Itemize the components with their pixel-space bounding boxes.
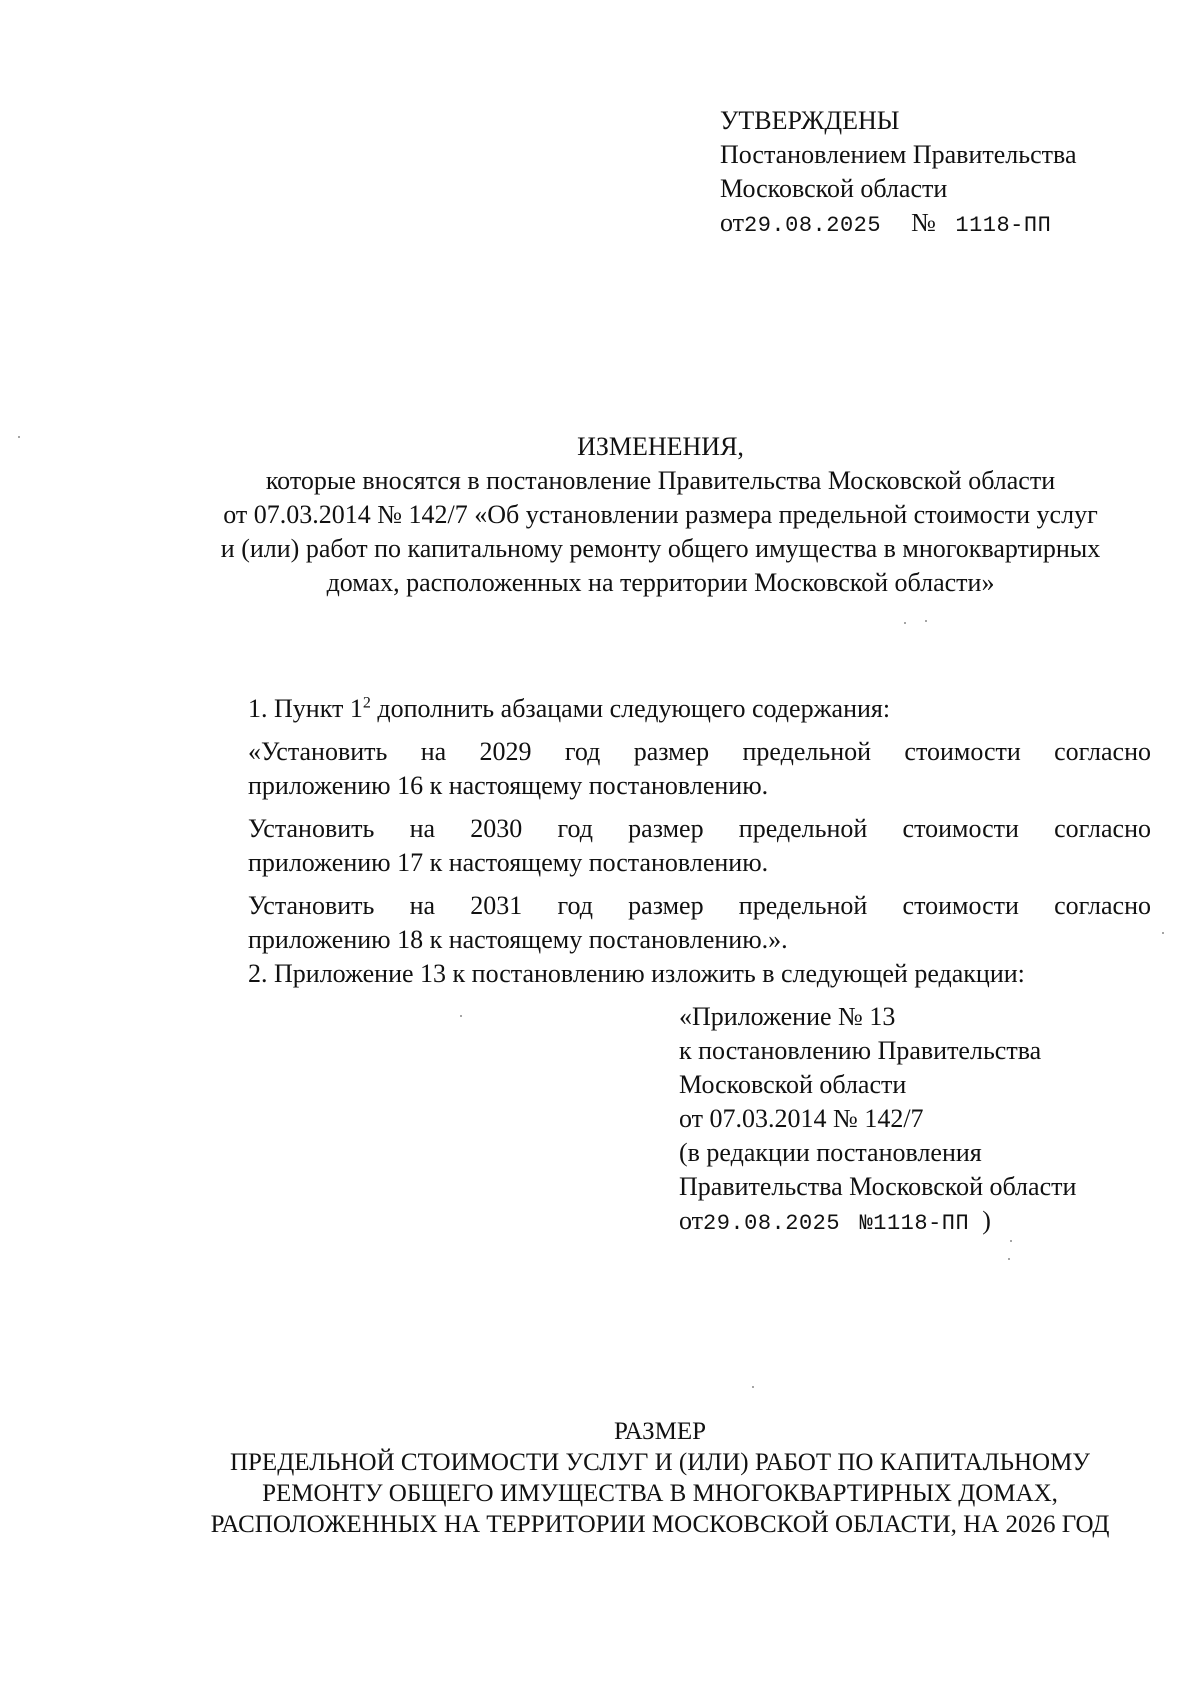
paragraph-2029-line-1: «Установить на 2029 год размер предельной стоимости согласно (248, 737, 1151, 766)
appendix-date-line (679, 1204, 1159, 1241)
appendix-block (679, 1000, 1159, 1241)
item-1-suffix: дополнить абзацами следующего содержания: (370, 694, 891, 723)
size-title-line-1: РАЗМЕР (613, 1418, 707, 1445)
scan-speck (1008, 1258, 1010, 1260)
paragraph-2031-line-1: Установить на 2031 год размер предельной стоимости согласно (248, 891, 1151, 920)
scan-speck (1010, 1240, 1012, 1242)
paragraph-2031 (175, 889, 1151, 957)
approval-line-2: Московской области (720, 174, 948, 203)
appendix-line-1: «Приложение № 13 (679, 1002, 896, 1031)
appendix-line-3: Московской области (679, 1070, 907, 1099)
appendix-line-5: (в редакции постановления (679, 1138, 982, 1167)
scan-speck (925, 620, 927, 622)
changes-line-3: и (или) работ по капитальному ремонту общего имущества в многоквартирных (220, 534, 1101, 563)
approval-date-prefix: от (720, 208, 745, 237)
item-1 (175, 692, 1151, 726)
changes-line-1: которые вносятся в постановление Правительства Московской области (265, 466, 1056, 495)
size-title-line-3: РЕМОНТУ ОБЩЕГО ИМУЩЕСТВА В МНОГОКВАРТИРНЫХ ДОМАХ, (262, 1480, 1058, 1507)
item-2: 2. Приложение 13 к постановлению изложить в следующей редакции: (248, 959, 1025, 988)
changes-line-4: домах, расположенных на территории Московской области» (326, 568, 995, 597)
size-title-line-4: РАСПОЛОЖЕННЫХ НА ТЕРРИТОРИИ МОСКОВСКОЙ ОБЛАСТИ, НА 2026 ГОД (210, 1511, 1110, 1538)
scan-speck (18, 436, 20, 438)
appendix-date-prefix: от (679, 1206, 704, 1235)
paragraph-2029 (175, 735, 1151, 803)
changes-heading-block (168, 430, 1153, 600)
appendix-line-4: от 07.03.2014 № 142/7 (679, 1104, 924, 1133)
appendix-line-6: Правительства Московской области (679, 1172, 1077, 1201)
approval-number: 1118-ПП (955, 213, 1052, 238)
item-1-prefix: 1. Пункт 1 (248, 694, 363, 723)
item-1-superscript: 2 (362, 694, 371, 712)
changes-line-2: от 07.03.2014 № 142/7 «Об установлении размера предельной стоимости услуг (223, 500, 1098, 529)
appendix-date: 29.08.2025 (703, 1211, 841, 1236)
paragraph-2030-line-1: Установить на 2030 год размер предельной стоимости согласно (248, 814, 1151, 843)
paragraph-2030-line-2: приложению 17 к настоящему постановлению. (248, 848, 769, 877)
appendix-line-2: к постановлению Правительства (679, 1036, 1042, 1065)
approval-date: 29.08.2025 (744, 213, 882, 238)
scan-speck (752, 1386, 754, 1388)
approval-block (720, 104, 1160, 243)
paragraph-2031-line-2: приложению 18 к настоящему постановлению.». (248, 925, 788, 954)
size-title-block (160, 1416, 1160, 1540)
scan-speck (460, 1015, 462, 1017)
size-title-line-2: ПРЕДЕЛЬНОЙ СТОИМОСТИ УСЛУГ И (ИЛИ) РАБОТ ПО КАПИТАЛЬНОМУ (229, 1449, 1091, 1476)
approval-title: УТВЕРЖДЕНЫ (720, 106, 900, 135)
approval-number-sign: № (911, 208, 936, 237)
approval-line-1: Постановлением Правительства (720, 140, 1077, 169)
scan-speck (1162, 932, 1164, 934)
paragraph-2030 (175, 812, 1151, 880)
body-text (175, 692, 1151, 991)
changes-heading: ИЗМЕНЕНИЯ, (577, 432, 744, 461)
scan-speck (904, 622, 906, 624)
approval-date-line (720, 206, 1160, 243)
paragraph-2029-line-2: приложению 16 к настоящему постановлению. (248, 771, 769, 800)
appendix-close-paren: ) (982, 1206, 991, 1235)
appendix-number: №1118-ПП (859, 1211, 970, 1236)
